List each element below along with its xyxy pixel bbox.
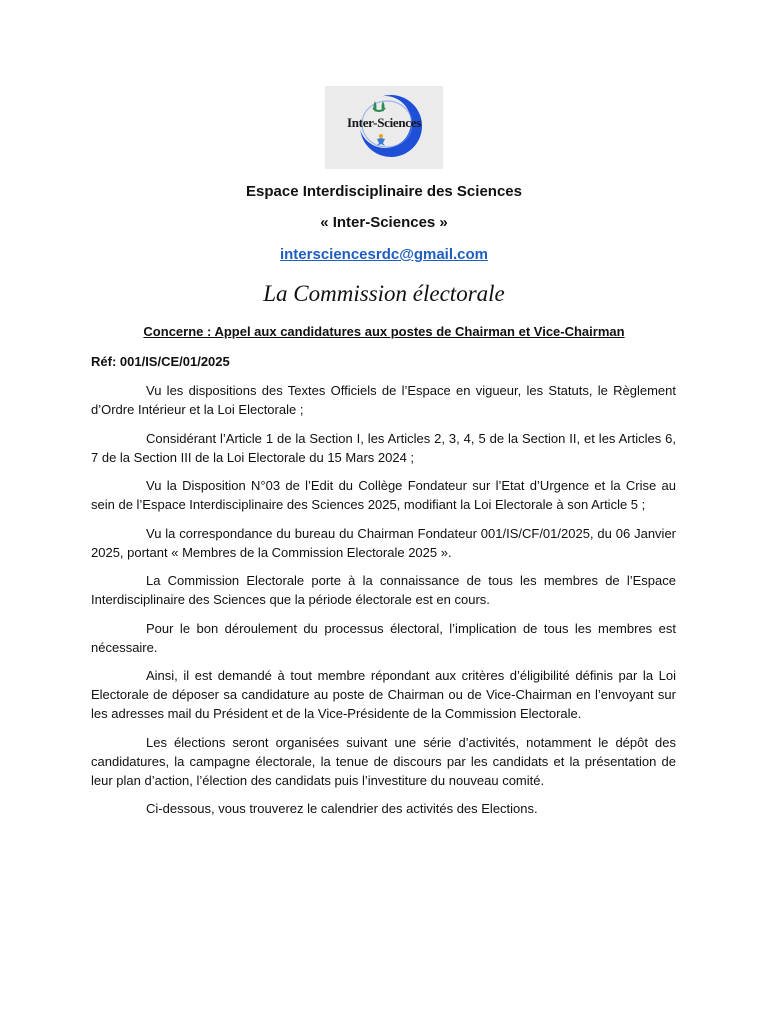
- subject-line: Concerne : Appel aux candidatures aux postes de Chairman et Vice-Chairman: [143, 324, 625, 339]
- paragraph: Considérant l’Article 1 de la Section I, les Articles 2, 3, 4, 5 de la Section II, et les Articles 6, 7 de la Section III de la Loi Electorale du 15 Mars 2024 ;: [91, 430, 676, 465]
- organization-name: Espace Interdisciplinaire des Sciences: [246, 183, 522, 200]
- paragraph: Vu la correspondance du bureau du Chairman Fondateur 001/IS/CF/01/2025, du 06 Janvier 2025, portant « Membres de la Commission Electorale 2025 ».: [91, 525, 676, 560]
- organization-logo: [325, 86, 443, 169]
- paragraph: La Commission Electorale porte à la connaissance de tous les membres de l’Espace Interdisciplinaire des Sciences que la période électorale est en cours.: [91, 573, 676, 607]
- commission-title: La Commission électorale: [263, 281, 505, 306]
- contact-email-link[interactable]: intersciencesrdc@gmail.com: [279, 246, 489, 263]
- paragraph: Ci-dessous, vous trouverez le calendrier des activités des Elections.: [146, 801, 538, 816]
- logo-wordmark: Inter-Sciences: [346, 115, 422, 130]
- paragraph: Ainsi, il est demandé à tout membre répondant aux critères d’éligibilité définis par la Loi Electorale de déposer sa candidature au poste de Chairman ou de Vice-Chairman en l’envoyant sur les adresses mail du Président et de la Vice-Présidente de la Commission Electorale.: [91, 668, 676, 721]
- paragraph: Vu la Disposition N°03 de l’Edit du Collège Fondateur sur l’Etat d’Urgence et la Crise au sein de l’Espace Interdisciplinaire des Sciences 2025, modifiant la Loi Electorale à son Article 5 ;: [91, 478, 676, 512]
- letter-body: [91, 381, 676, 828]
- reference-number: Réf: 001/IS/CE/01/2025: [91, 354, 230, 369]
- organization-short-name: « Inter-Sciences »: [320, 214, 448, 231]
- paragraph: Vu les dispositions des Textes Officiels de l’Espace en vigueur, les Statuts, le Règlement d’Ordre Intérieur et la Loi Electorale ;: [91, 383, 676, 417]
- paragraph: Pour le bon déroulement du processus électoral, l’implication de tous les membres est nécessaire.: [91, 620, 676, 655]
- paragraph: Les élections seront organisées suivant une série d’activités, notamment le dépôt des candidatures, la campagne électorale, la tenue de discours par les candidats et la présentation de leur plan d’action, l’élection des candidats puis l’investiture du nouveau comité.: [91, 734, 676, 788]
- logo-figure-head: [379, 134, 383, 138]
